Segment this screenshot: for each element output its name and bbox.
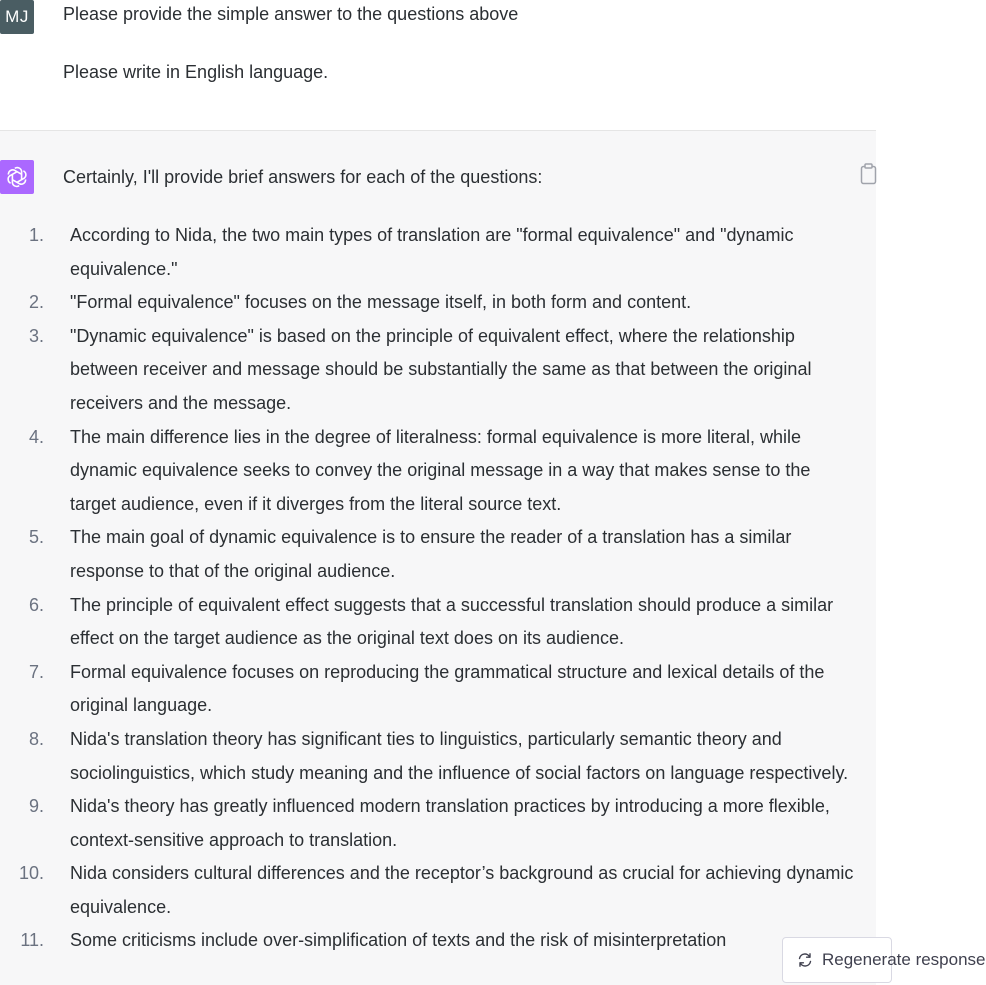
assistant-intro: Certainly, I'll provide brief answers for each of the questions: xyxy=(63,167,543,187)
list-item xyxy=(0,286,860,320)
list-item-number: 2. xyxy=(28,292,44,313)
list-item xyxy=(0,723,860,790)
list-item xyxy=(0,857,860,924)
list-item-text: The principle of equivalent effect suggests that a successful translation should produce a similar effect on the target audience as the original text does on its audience. xyxy=(70,594,834,649)
list-item-number: 5. xyxy=(28,527,44,548)
list-item-number: 6. xyxy=(28,594,44,615)
list-item-text: According to Nida, the two main types of translation are "formal equivalence" and "dynamic equivalence." xyxy=(70,225,794,279)
refresh-icon xyxy=(797,952,813,968)
list-item xyxy=(0,589,860,656)
regenerate-button-label: Regenerate response xyxy=(822,950,986,969)
list-item-number: 9. xyxy=(28,796,44,817)
list-item-number: 11. xyxy=(20,930,44,951)
list-item-text: "Formal equivalence" focuses on the message itself, in both form and content. xyxy=(70,292,692,313)
user-avatar: MJ xyxy=(0,0,34,34)
regenerate-response-button[interactable] xyxy=(782,937,986,983)
list-item-text: "Dynamic equivalence" is based on the principle of equivalent effect, where the relationship between receiver and message should be substantially the same as that between the original receivers and the message. xyxy=(70,325,812,413)
clipboard-icon[interactable] xyxy=(860,163,876,185)
user-message xyxy=(0,0,876,131)
list-item-number: 10. xyxy=(18,863,44,884)
list-item xyxy=(0,790,860,857)
list-item xyxy=(0,219,860,286)
list-item-number: 8. xyxy=(28,728,44,749)
list-item-number: 4. xyxy=(28,426,44,447)
list-item-text: Nida considers cultural differences and the receptor’s background as crucial for achieving dynamic equivalence. xyxy=(70,863,854,917)
list-item xyxy=(0,656,860,723)
answer-list xyxy=(0,219,860,958)
assistant-avatar xyxy=(0,160,34,194)
assistant-message xyxy=(0,131,876,985)
list-item-text: Some criticisms include over-simplification of texts and the risk of misinterpretation xyxy=(70,930,727,951)
user-message-line: Please write in English language. xyxy=(63,62,329,82)
list-item-text: Formal equivalence focuses on reproducing the grammatical structure and lexical details of the original language. xyxy=(70,661,825,716)
list-item xyxy=(0,421,860,522)
user-message-line: Please provide the simple answer to the questions above xyxy=(63,4,519,24)
list-item-number: 7. xyxy=(28,661,44,682)
list-item-text: Nida's translation theory has significant ties to linguistics, particularly semantic theory and sociolinguistics, which study meaning and the influence of social factors on language respectively. xyxy=(70,728,849,783)
list-item-text: Nida's theory has greatly influenced modern translation practices by introducing a more flexible, context-sensitive approach to translation. xyxy=(70,796,830,850)
list-item-number: 3. xyxy=(28,325,44,346)
list-item-number: 1. xyxy=(28,225,44,245)
list-item xyxy=(0,924,860,958)
openai-logo-icon xyxy=(5,165,29,189)
list-item xyxy=(0,320,860,421)
list-item-text: The main difference lies in the degree of literalness: formal equivalence is more literal, while dynamic equivalence seeks to convey the original message in a way that makes sense to the target audience, even if it diverges from the literal source text. xyxy=(70,426,811,514)
list-item-text: The main goal of dynamic equivalence is to ensure the reader of a translation has a similar response to that of the original audience. xyxy=(70,527,792,581)
list-item xyxy=(0,521,860,588)
